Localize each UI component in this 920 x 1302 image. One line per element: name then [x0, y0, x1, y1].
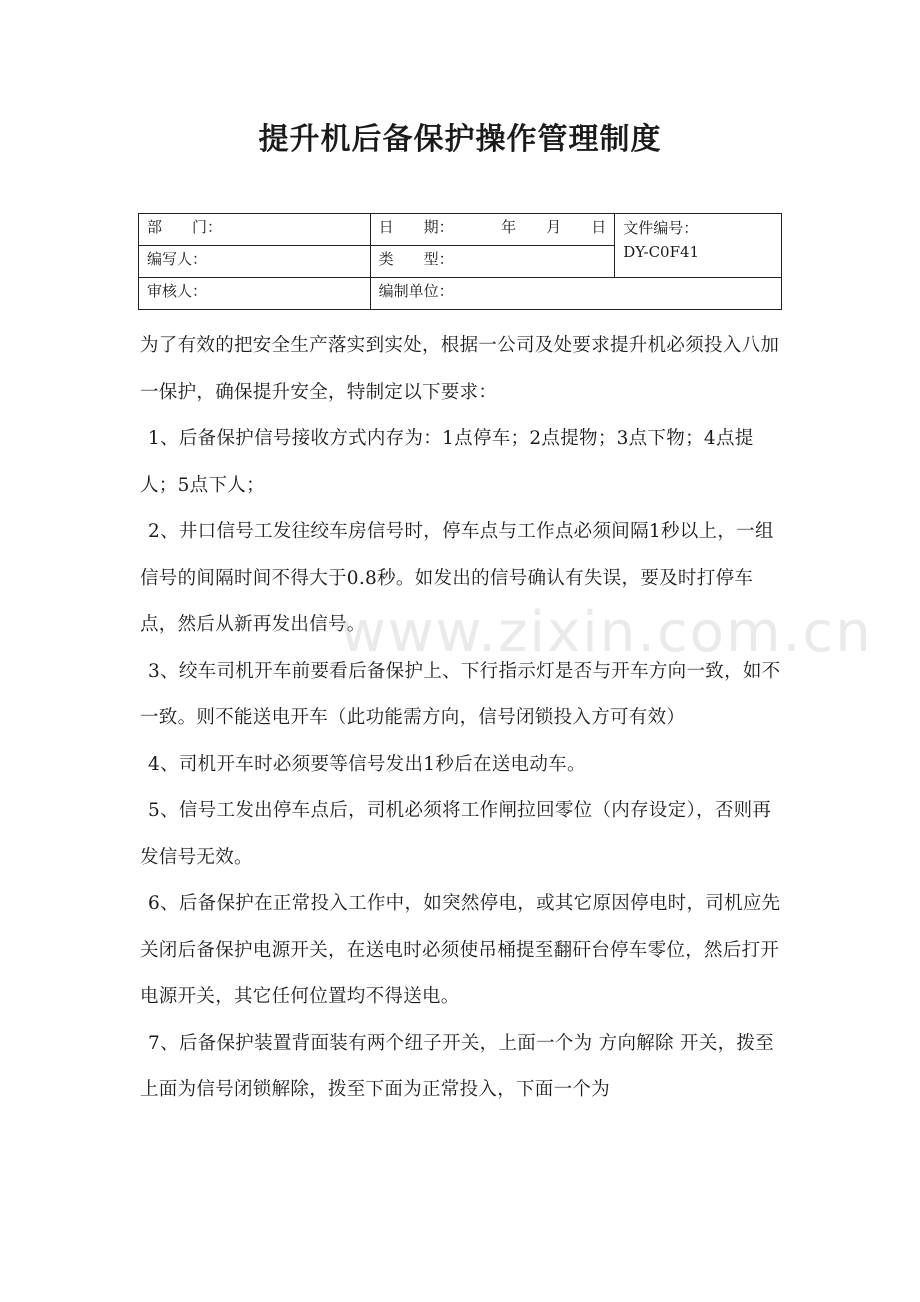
date-month: 月 [546, 218, 562, 236]
rule-item-6: 6、后备保护在正常投入工作中，如突然停电，或其它原因停电时，司机应先关闭后备保护电源开关，在送电时必须使吊桶提至翻矸台停车零位，然后打开电源开关，其它任何位置均不得送电。 [140, 893, 781, 1007]
author-cell [139, 246, 371, 278]
reviewer-cell [139, 278, 371, 310]
document-info-table [138, 213, 782, 310]
date-year: 年 [501, 218, 517, 236]
author-label: 编写人： [147, 250, 208, 268]
dept-label: 部 门： [147, 218, 223, 236]
date-cell [370, 214, 615, 246]
rule-item-5: 5、信号工发出停车点后，司机必须将工作闸拉回零位（内存设定），否则再发信号无效。 [140, 800, 772, 868]
intro-paragraph: 为了有效的把安全生产落实到实处，根据一公司及处要求提升机必须投入八加一保护，确保提升安全，特制定以下要求： [140, 335, 780, 403]
unit-label: 编制单位： [378, 282, 454, 300]
watermark: www.zixin.com.cn [340, 600, 873, 665]
rule-item-1: 1、后备保护信号接收方式内存为：1点停车；2点提物；3点下物；4点提人；5点下人； [140, 428, 754, 496]
document-body [140, 323, 790, 1114]
type-label: 类 型： [378, 250, 454, 268]
reviewer-label: 审核人： [147, 282, 208, 300]
file-number-label: 文件编号： [623, 219, 699, 237]
type-cell [370, 246, 615, 278]
rule-item-2: 2、井口信号工发往绞车房信号时，停车点与工作点必须间隔1秒以上，一组信号的间隔时间不得大于0.8秒。如发出的信号确认有失误，要及时打停车点，然后从新再发出信号。 [140, 521, 774, 635]
date-day: 日 [591, 218, 607, 236]
dept-cell [139, 214, 371, 246]
file-number-cell [615, 214, 782, 278]
date-label: 日 期： [378, 218, 454, 236]
rule-item-3: 3、绞车司机开车前要看后备保护上、下行指示灯是否与开车方向一致，如不一致。则不能送电开车（此功能需方向，信号闭锁投入方可有效） [140, 660, 781, 728]
rule-item-4: 4、司机开车时必须要等信号发出1秒后在送电动车。 [148, 753, 586, 775]
unit-cell [370, 278, 781, 310]
document-title: 提升机后备保护操作管理制度 [258, 122, 662, 157]
file-number-value: DY-C0F41 [623, 243, 700, 261]
rule-item-7: 7、后备保护装置背面装有两个纽子开关，上面一个为 方向解除 开关，拨至上面为信号闭锁解除，拨至下面为正常投入，下面一个为 [140, 1032, 775, 1100]
